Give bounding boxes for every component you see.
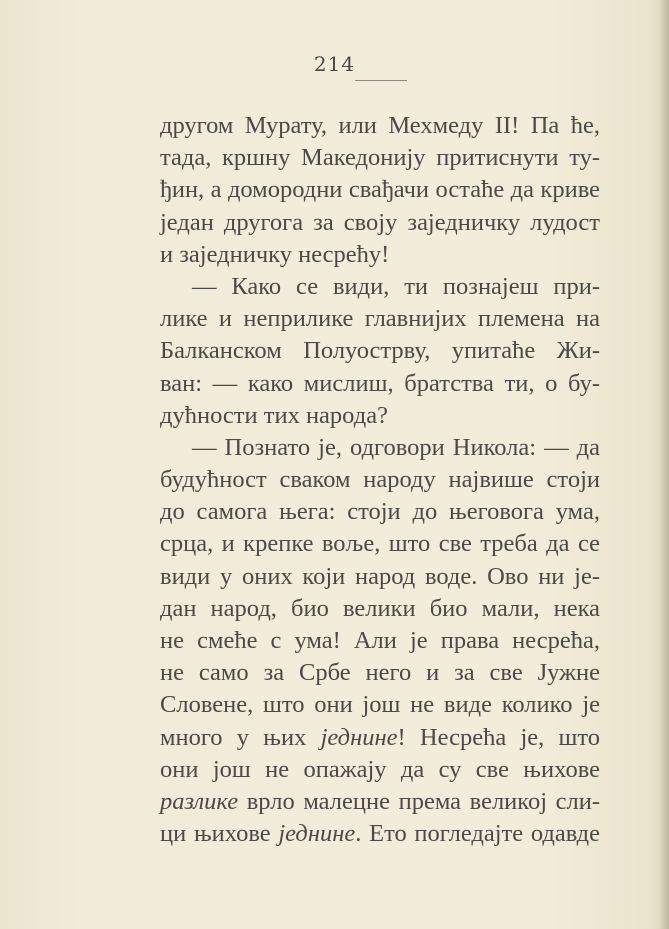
text-line xyxy=(160,239,600,271)
body-text xyxy=(160,110,600,850)
text-segment: — Познато је, одговори Никола: — да xyxy=(192,433,600,461)
emphasized-word: једнине xyxy=(278,820,356,848)
text-line xyxy=(160,110,600,142)
text-segment: ци њихове xyxy=(160,820,279,848)
text-segment: Словене, што они још не виде колико је xyxy=(160,691,600,719)
text-line xyxy=(160,528,600,560)
page-number-rule xyxy=(355,80,407,81)
text-segment: види у оних који народ воде. Ово ни је- xyxy=(160,562,600,590)
text-line xyxy=(160,271,600,303)
text-line xyxy=(160,335,600,367)
text-line xyxy=(160,464,600,496)
text-line xyxy=(160,818,600,850)
text-line xyxy=(160,496,600,528)
text-line xyxy=(160,142,600,174)
text-segment: срца, и крепке воље, што све треба да се xyxy=(160,530,600,558)
text-line xyxy=(160,786,600,818)
text-segment: дућности тих народа? xyxy=(160,401,388,429)
text-segment: један другога за своју заједничку лудост xyxy=(160,208,600,236)
emphasized-word: једнине xyxy=(320,723,398,751)
text-segment: не смеће с ума! Али је права несрећа, xyxy=(160,627,600,654)
text-segment: ван: — како мислиш, братства ти, о бу- xyxy=(160,369,600,397)
page-edge-shadow xyxy=(659,0,669,929)
text-segment: врло малецне према великој сли- xyxy=(238,787,600,815)
text-line xyxy=(160,754,600,786)
text-segment: . Ето погледајте одавде xyxy=(355,820,600,848)
text-segment: до самога њега: стоји до његовога ума, xyxy=(160,498,600,526)
text-line xyxy=(160,561,600,593)
text-line xyxy=(160,368,600,400)
text-line xyxy=(160,689,600,721)
text-line xyxy=(160,207,600,239)
text-line xyxy=(160,722,600,754)
text-line xyxy=(160,657,600,689)
text-line xyxy=(160,400,600,432)
text-segment: и заједничку несрећу! xyxy=(160,240,390,268)
text-segment: Балканском Полуострву, упитаће Жи- xyxy=(160,337,600,365)
text-segment: ђин, а домородни свађачи остаће да криве xyxy=(160,176,600,204)
text-segment: не само за Србе него и за све Јужне xyxy=(160,659,600,687)
text-segment: будућност сваком народу највише стоји xyxy=(160,466,600,494)
text-segment: другом Мурату, или Мехмеду II! Па ће, xyxy=(160,112,600,139)
text-segment: ! Несрећа је, што xyxy=(397,723,600,751)
text-segment: они још не опажају да су све њихове xyxy=(160,755,600,783)
text-segment: тада, кршну Македонију притиснути ту- xyxy=(160,144,600,172)
text-line xyxy=(160,174,600,206)
text-line xyxy=(160,593,600,625)
text-line xyxy=(160,432,600,464)
emphasized-word: разлике xyxy=(160,787,239,815)
text-line xyxy=(160,303,600,335)
text-line xyxy=(160,625,600,657)
text-segment: лике и неприлике главнијих племена на xyxy=(160,305,600,333)
text-segment: много у њих xyxy=(160,723,321,751)
text-segment: — Како се види, ти познајеш при- xyxy=(192,272,600,300)
text-segment: дан народ, био велики био мали, нека xyxy=(160,594,600,622)
page-number: 214 xyxy=(313,52,356,76)
